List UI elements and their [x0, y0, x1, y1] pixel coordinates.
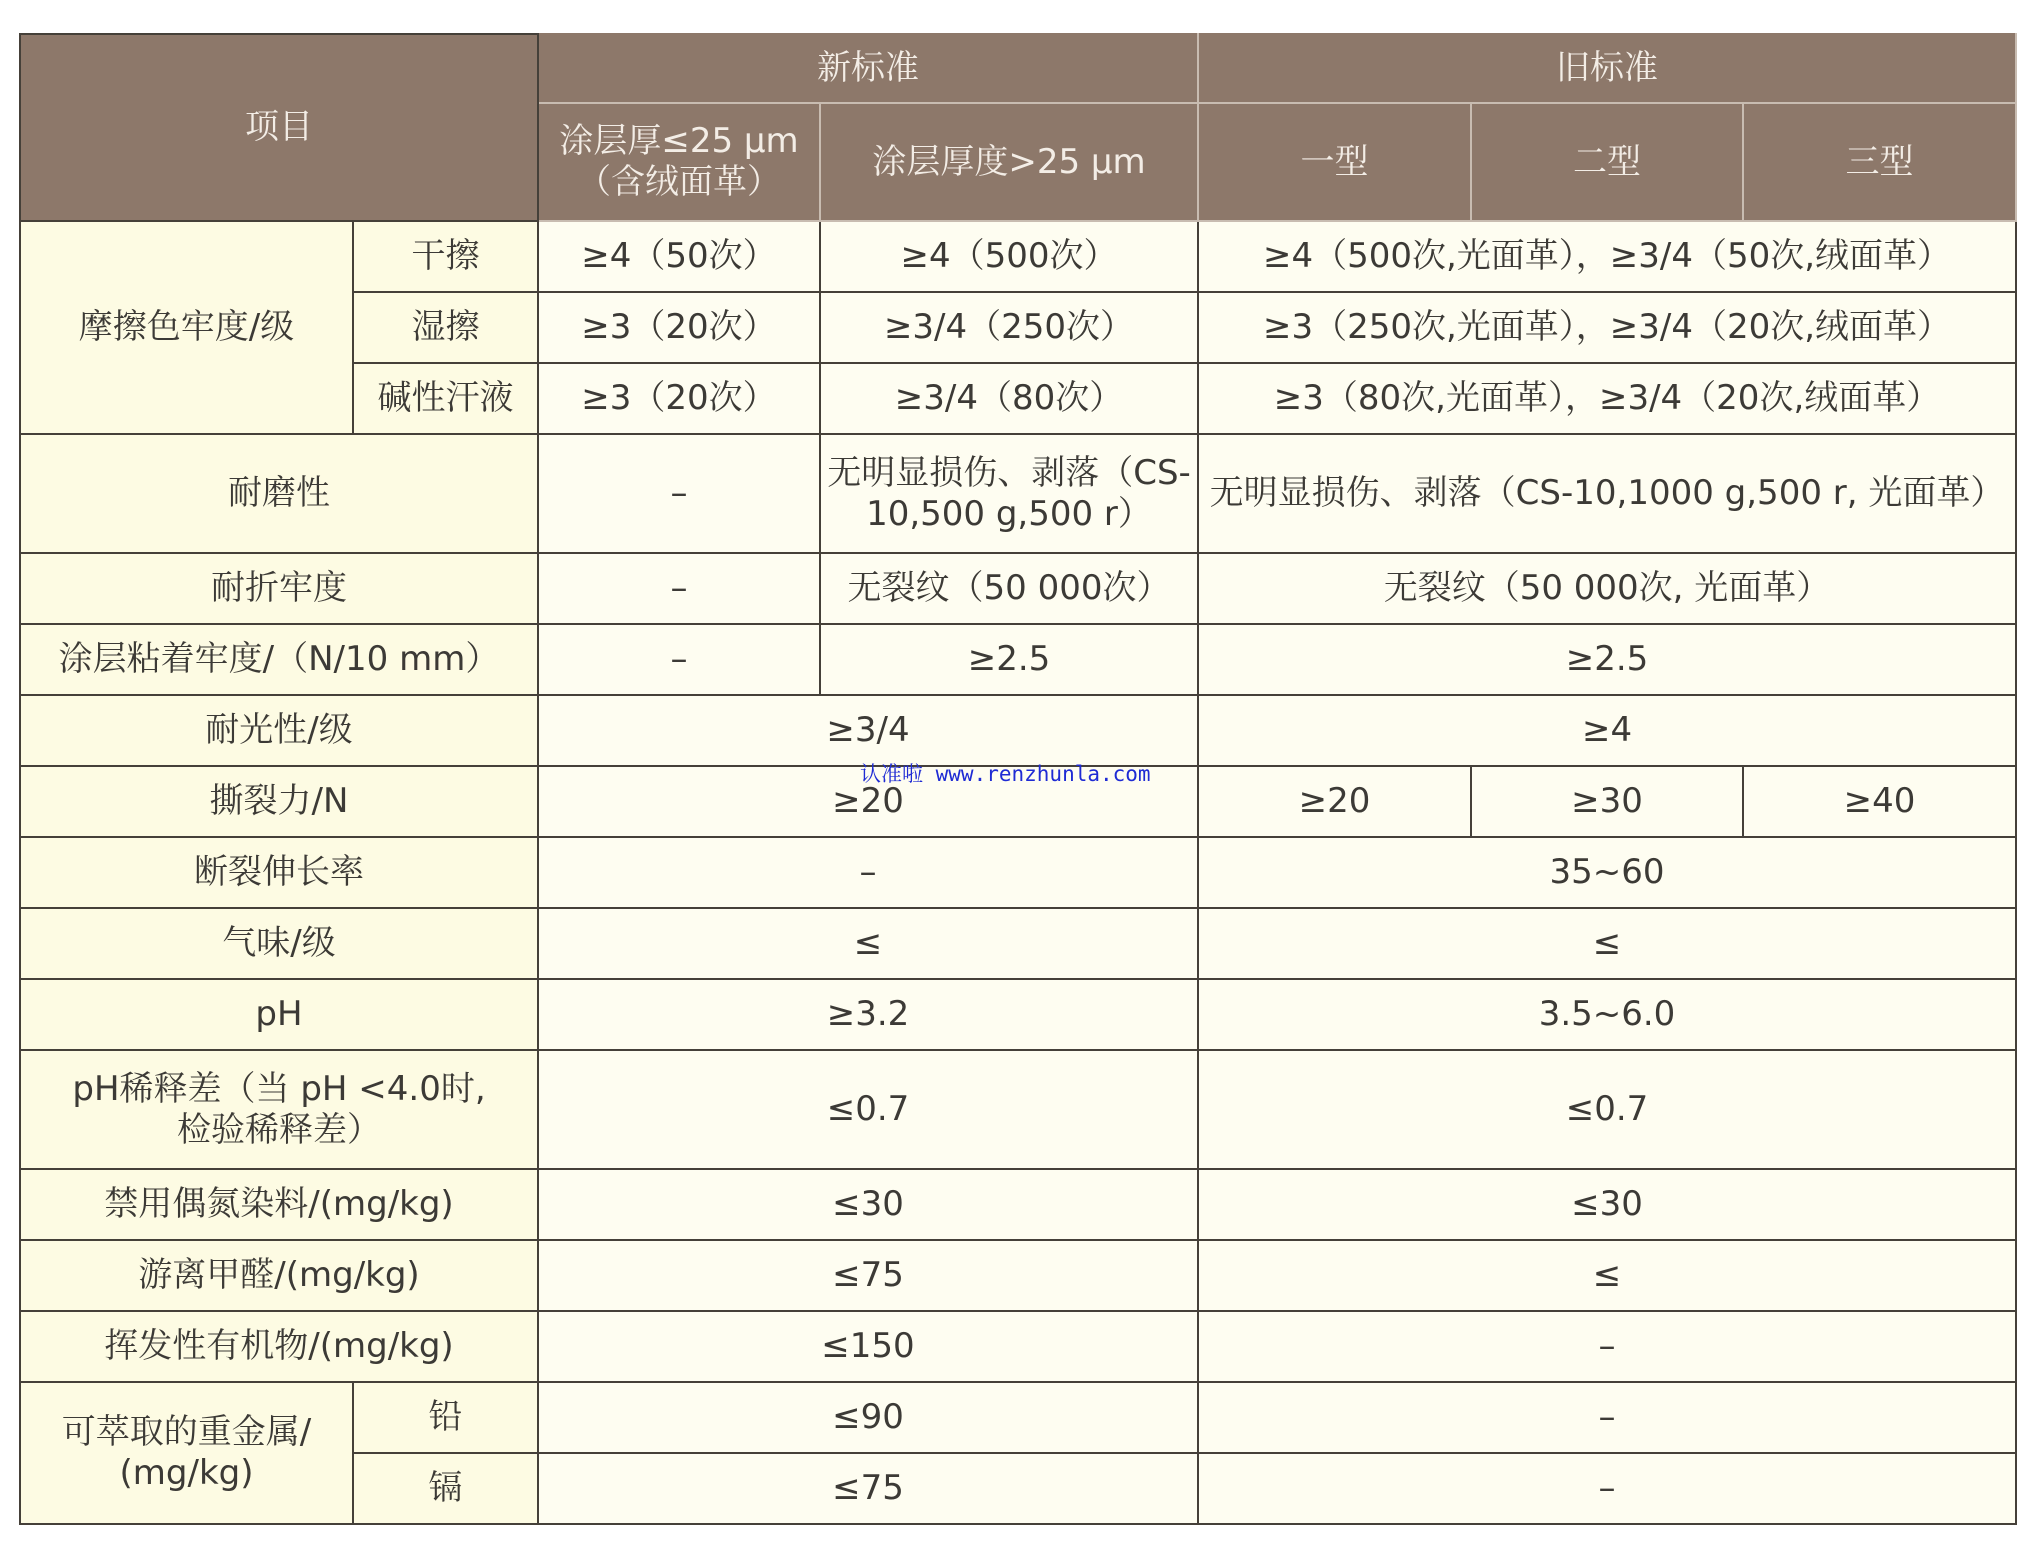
elongation-label: 断裂伸长率 [20, 837, 538, 908]
adhesion-label: 涂层粘着牢度/（N/10 mm） [20, 624, 538, 695]
light-label: 耐光性/级 [20, 695, 538, 766]
voc-label: 挥发性有机物/(mg/kg) [20, 1311, 538, 1382]
odor-old: ≤ [1198, 908, 2016, 979]
cadmium-new: ≤75 [538, 1453, 1198, 1524]
table-row [20, 837, 2016, 908]
tear-new: ≥20 [538, 766, 1198, 837]
table-row [20, 221, 2016, 292]
adhesion-old: ≥2.5 [1198, 624, 2016, 695]
flex-new-a: – [538, 553, 820, 624]
azo-new: ≤30 [538, 1169, 1198, 1240]
lead-new: ≤90 [538, 1382, 1198, 1453]
rub-dry-old: ≥4（500次,光面革），≥3/4（50次,绒面革） [1198, 221, 2016, 292]
azo-old: ≤30 [1198, 1169, 2016, 1240]
voc-new: ≤150 [538, 1311, 1198, 1382]
table-row [20, 1311, 2016, 1382]
rub-wet-new-a: ≥3（20次） [538, 292, 820, 363]
table-row [20, 979, 2016, 1050]
heavy-metal-label: 可萃取的重金属/ (mg/kg) [20, 1382, 353, 1524]
table-row [20, 908, 2016, 979]
formaldehyde-label: 游离甲醛/(mg/kg) [20, 1240, 538, 1311]
header-type-3: 三型 [1743, 103, 2016, 221]
header-type-2: 二型 [1471, 103, 1743, 221]
watermark-text: 认准啦 www.renzhunla.com [860, 762, 1151, 786]
adhesion-new-a: – [538, 624, 820, 695]
tear-type-1: ≥20 [1198, 766, 1471, 837]
table-row [20, 1240, 2016, 1311]
abrasion-new-b: 无明显损伤、剥落（CS- 10,500 g,500 r） [820, 434, 1198, 553]
rub-wet-old: ≥3（250次,光面革），≥3/4（20次,绒面革） [1198, 292, 2016, 363]
light-old: ≥4 [1198, 695, 2016, 766]
abrasion-new-a: – [538, 434, 820, 553]
rub-sweat-label: 碱性汗液 [353, 363, 538, 434]
ph-label: pH [20, 979, 538, 1050]
tear-type-3: ≥40 [1743, 766, 2016, 837]
rub-dry-new-a: ≥4（50次） [538, 221, 820, 292]
lead-label: 铅 [353, 1382, 538, 1453]
header-row-1 [20, 34, 2016, 103]
ph-dilution-old: ≤0.7 [1198, 1050, 2016, 1169]
azo-label: 禁用偶氮染料/(mg/kg) [20, 1169, 538, 1240]
odor-new: ≤ [538, 908, 1198, 979]
ph-dilution-label: pH稀释差（当 pH <4.0时, 检验稀释差） [20, 1050, 538, 1169]
table-row [20, 434, 2016, 553]
cadmium-old: – [1198, 1453, 2016, 1524]
flex-label: 耐折牢度 [20, 553, 538, 624]
table-row [20, 1169, 2016, 1240]
header-coating-gt-25: 涂层厚度>25 μm [820, 103, 1198, 221]
tear-label: 撕裂力/N [20, 766, 538, 837]
rub-sweat-new-b: ≥3/4（80次） [820, 363, 1198, 434]
formaldehyde-old: ≤ [1198, 1240, 2016, 1311]
rub-dry-label: 干擦 [353, 221, 538, 292]
table-row [20, 695, 2016, 766]
header-type-1: 一型 [1198, 103, 1471, 221]
table-row [20, 1050, 2016, 1169]
table-row [20, 1382, 2016, 1453]
voc-old: – [1198, 1311, 2016, 1382]
rub-wet-new-b: ≥3/4（250次） [820, 292, 1198, 363]
ph-new: ≥3.2 [538, 979, 1198, 1050]
flex-old: 无裂纹（50 000次, 光面革） [1198, 553, 2016, 624]
table-row [20, 624, 2016, 695]
rub-sweat-new-a: ≥3（20次） [538, 363, 820, 434]
header-old-standard: 旧标准 [1198, 34, 2016, 103]
header-new-standard: 新标准 [538, 34, 1198, 103]
ph-dilution-new: ≤0.7 [538, 1050, 1198, 1169]
elongation-new: – [538, 837, 1198, 908]
odor-label: 气味/级 [20, 908, 538, 979]
elongation-old: 35~60 [1198, 837, 2016, 908]
rub-dry-new-b: ≥4（500次） [820, 221, 1198, 292]
abrasion-label: 耐磨性 [20, 434, 538, 553]
formaldehyde-new: ≤75 [538, 1240, 1198, 1311]
header-coating-le-25: 涂层厚≤25 μm （含绒面革） [538, 103, 820, 221]
ph-old: 3.5~6.0 [1198, 979, 2016, 1050]
tear-type-2: ≥30 [1471, 766, 1743, 837]
cadmium-label: 镉 [353, 1453, 538, 1524]
lead-old: – [1198, 1382, 2016, 1453]
light-new: ≥3/4 [538, 695, 1198, 766]
adhesion-new-b: ≥2.5 [820, 624, 1198, 695]
flex-new-b: 无裂纹（50 000次） [820, 553, 1198, 624]
rub-fastness-label: 摩擦色牢度/级 [20, 221, 353, 434]
abrasion-old: 无明显损伤、剥落（CS-10,1000 g,500 r, 光面革） [1198, 434, 2016, 553]
rub-wet-label: 湿擦 [353, 292, 538, 363]
table-row [20, 553, 2016, 624]
header-item: 项目 [20, 34, 538, 221]
rub-sweat-old: ≥3（80次,光面革），≥3/4（20次,绒面革） [1198, 363, 2016, 434]
